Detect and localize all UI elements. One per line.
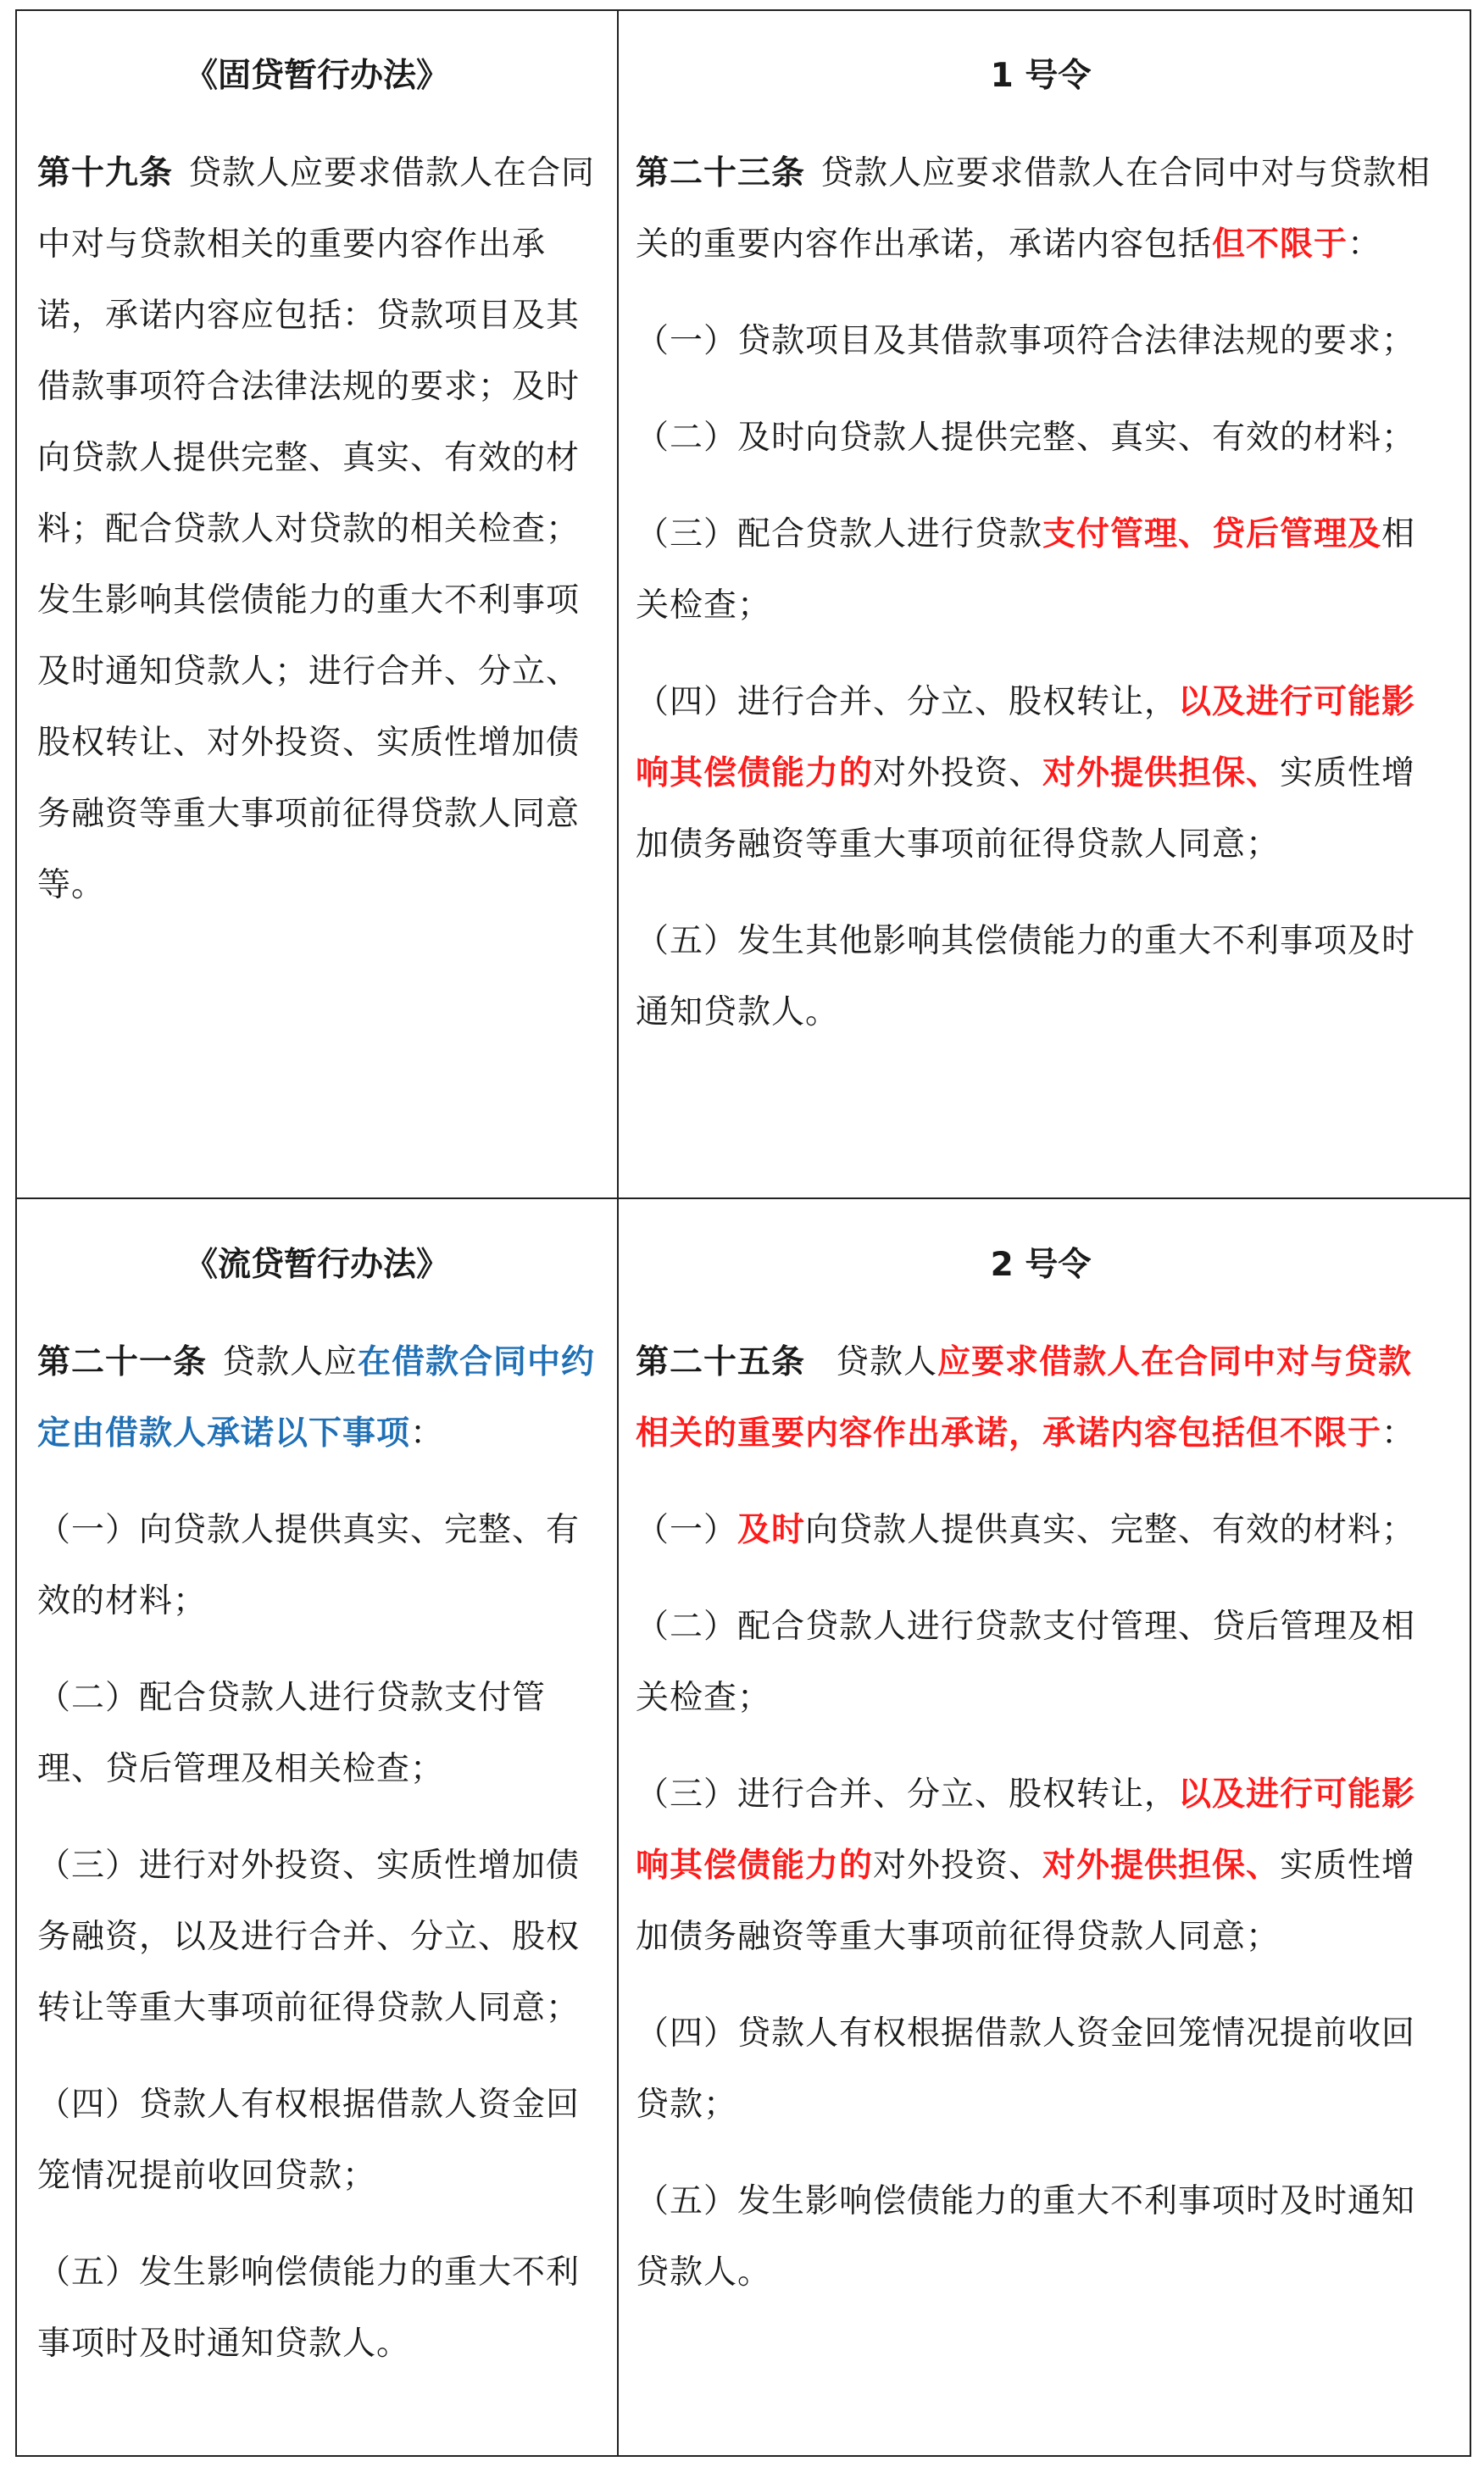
highlight-red: 应要求借款人在合同中对与贷款相关的重要内容作出承诺，承诺内容包括但不限于 bbox=[636, 1343, 1413, 1453]
list-item-3 bbox=[636, 1759, 1446, 1973]
list-item-3 bbox=[636, 499, 1446, 642]
list-item-1: （一）贷款项目及其借款事项符合法律法规的要求； bbox=[636, 322, 1416, 360]
article-paragraph bbox=[636, 1327, 1446, 1470]
highlight-red: 对外提供担保、 bbox=[1042, 1847, 1281, 1885]
highlight-red: 及时 bbox=[737, 1511, 806, 1549]
list-item-1: （一）向贷款人提供真实、完整、有效的材料； bbox=[37, 1511, 581, 1620]
item-text: （一） bbox=[636, 1511, 738, 1549]
intro-end: ： bbox=[1381, 1414, 1416, 1453]
article-number: 第二十五条 bbox=[636, 1343, 806, 1381]
highlight-red: 支付管理、贷后管理及 bbox=[1042, 515, 1382, 553]
item-text: 对外投资、 bbox=[873, 754, 1043, 792]
article-number: 第十九条 bbox=[37, 154, 174, 192]
list-item-2: （二）配合贷款人进行贷款支付管理、贷后管理及相关检查； bbox=[37, 1679, 547, 1788]
intro-text: 贷款人应 bbox=[222, 1343, 358, 1381]
list-item-1 bbox=[636, 1495, 1446, 1566]
item-text: （三）配合贷款人进行贷款 bbox=[636, 515, 1043, 553]
article-paragraph bbox=[37, 1327, 597, 1470]
row-divider bbox=[17, 1197, 1470, 1199]
list-item-5: （五）发生影响偿债能力的重大不利事项时及时通知贷款人。 bbox=[636, 2182, 1416, 2292]
article-number: 第二十三条 bbox=[636, 154, 806, 192]
cell-title: 2 号令 bbox=[990, 1246, 1092, 1284]
item-text: （四）进行合并、分立、股权转让， bbox=[636, 683, 1179, 721]
list-item-4: （四）贷款人有权根据借款人资金回笼情况提前收回贷款； bbox=[37, 2086, 581, 2195]
list-item-5: （五）发生影响偿债能力的重大不利事项时及时通知贷款人。 bbox=[37, 2253, 581, 2363]
intro-text: 贷款人应要求借款人在合同中对与贷款相关的重要内容作出承诺，承诺内容包括 bbox=[636, 154, 1431, 264]
item-text: 实质性增加债务融资等重大事项前征得贷款人同意； bbox=[636, 754, 1416, 864]
highlight-red: 对外提供担保、 bbox=[1042, 754, 1281, 792]
item-text: 实质性增加债务融资等重大事项前征得贷款人同意； bbox=[636, 1847, 1416, 1956]
item-text: 对外投资、 bbox=[873, 1847, 1043, 1885]
list-item-2: （二）及时向贷款人提供完整、真实、有效的材料； bbox=[636, 419, 1416, 457]
highlight-blue: 在借款合同中约定由借款人承诺以下事项 bbox=[37, 1343, 596, 1453]
cell-liudai-article-21 bbox=[37, 1244, 617, 2405]
list-item-3: （三）进行对外投资、实质性增加债务融资，以及进行合并、分立、股权转让等重大事项前征得贷款人同意； bbox=[37, 1847, 581, 2027]
cell-title: 《流贷暂行办法》 bbox=[184, 1246, 449, 1284]
article-body: 贷款人应要求借款人在合同中对与贷款相关的重要内容作出承诺，承诺内容应包括：贷款项目及其借款事项符合法律法规的要求；及时向贷款人提供完整、真实、有效的材料；配合贷款人对贷款的相关检查；发生影响其偿债能力的重大不利事项及时通知贷款人；进行合并、分立、股权转让、对外投资、实质性增加债务融资等重大事项前征得贷款人同意等。 bbox=[37, 154, 596, 904]
list-item-5: （五）发生其他影响其偿债能力的重大不利事项及时通知贷款人。 bbox=[636, 922, 1416, 1031]
list-item-4: （四）贷款人有权根据借款人资金回笼情况提前收回贷款； bbox=[636, 2014, 1416, 2124]
cell-title: 《固贷暂行办法》 bbox=[184, 57, 449, 95]
item-text: 向贷款人提供真实、完整、有效的材料； bbox=[805, 1511, 1416, 1549]
list-item-4 bbox=[636, 667, 1446, 881]
item-text: 相关检查； bbox=[636, 515, 1416, 625]
article-paragraph bbox=[37, 138, 597, 921]
intro-text: 贷款人 bbox=[836, 1343, 938, 1381]
cell-gudai-article-19 bbox=[37, 55, 617, 948]
article-paragraph bbox=[636, 138, 1446, 281]
cell-order-1-article-23 bbox=[636, 55, 1466, 1074]
item-text: （三）进行合并、分立、股权转让， bbox=[636, 1775, 1179, 1814]
list-item-2: （二）配合贷款人进行贷款支付管理、贷后管理及相关检查； bbox=[636, 1608, 1416, 1717]
intro-end: ： bbox=[1348, 225, 1382, 264]
highlight-red: 以及进行可能影响其偿债能力的 bbox=[636, 683, 1416, 792]
column-divider bbox=[617, 11, 619, 2455]
cell-title: 1 号令 bbox=[990, 57, 1092, 95]
article-number: 第二十一条 bbox=[37, 1343, 208, 1381]
highlight-red: 以及进行可能影响其偿债能力的 bbox=[636, 1775, 1416, 1885]
highlight-red: 但不限于 bbox=[1212, 225, 1348, 264]
cell-order-2-article-25 bbox=[636, 1244, 1466, 2334]
comparison-table bbox=[15, 9, 1471, 2457]
intro-end: ： bbox=[410, 1414, 445, 1453]
